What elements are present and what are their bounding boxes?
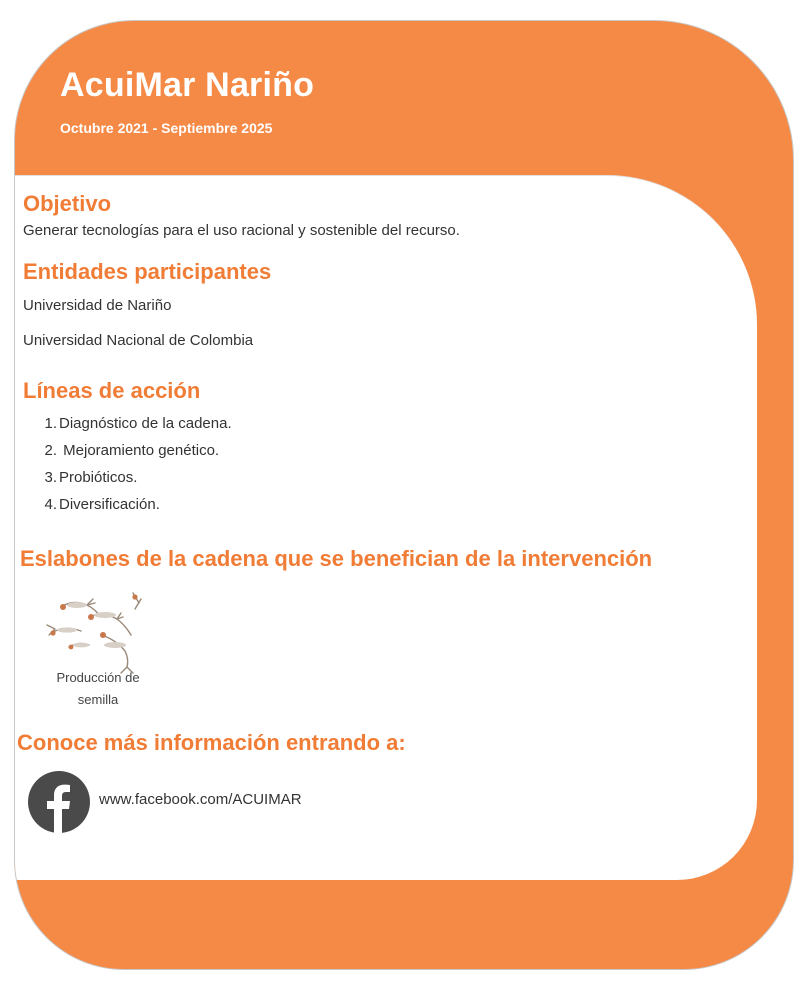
project-card <box>14 20 794 970</box>
entities-heading: Entidades participantes <box>23 259 272 284</box>
facebook-icon[interactable] <box>28 771 90 833</box>
list-item: 3. Probióticos. <box>44 469 138 486</box>
list-item: 4. Diversificación. <box>44 496 160 513</box>
project-dates: Octubre 2021 - Septiembre 2025 <box>60 120 273 136</box>
facebook-link[interactable]: www.facebook.com/ACUIMAR <box>99 791 302 808</box>
project-title: AcuiMar Nariño <box>60 66 315 104</box>
entity-item: Universidad de Nariño <box>23 297 172 314</box>
objective-heading: Objetivo <box>23 191 112 216</box>
more-info-heading: Conoce más información entrando a: <box>17 730 406 755</box>
links-heading: Eslabones de la cadena que se benefician de la intervención <box>20 546 653 571</box>
list-item: 1. Diagnóstico de la cadena. <box>44 415 232 432</box>
action-lines-list <box>39 414 232 522</box>
action-lines-heading: Líneas de acción <box>23 378 201 403</box>
link-caption: Producción de semilla <box>56 670 140 707</box>
content-panel <box>15 175 757 880</box>
entity-item: Universidad Nacional de Colombia <box>23 332 254 349</box>
objective-text: Generar tecnologías para el uso racional y sostenible del recurso. <box>23 222 460 239</box>
list-item: 2. Mejoramiento genético. <box>44 442 220 459</box>
